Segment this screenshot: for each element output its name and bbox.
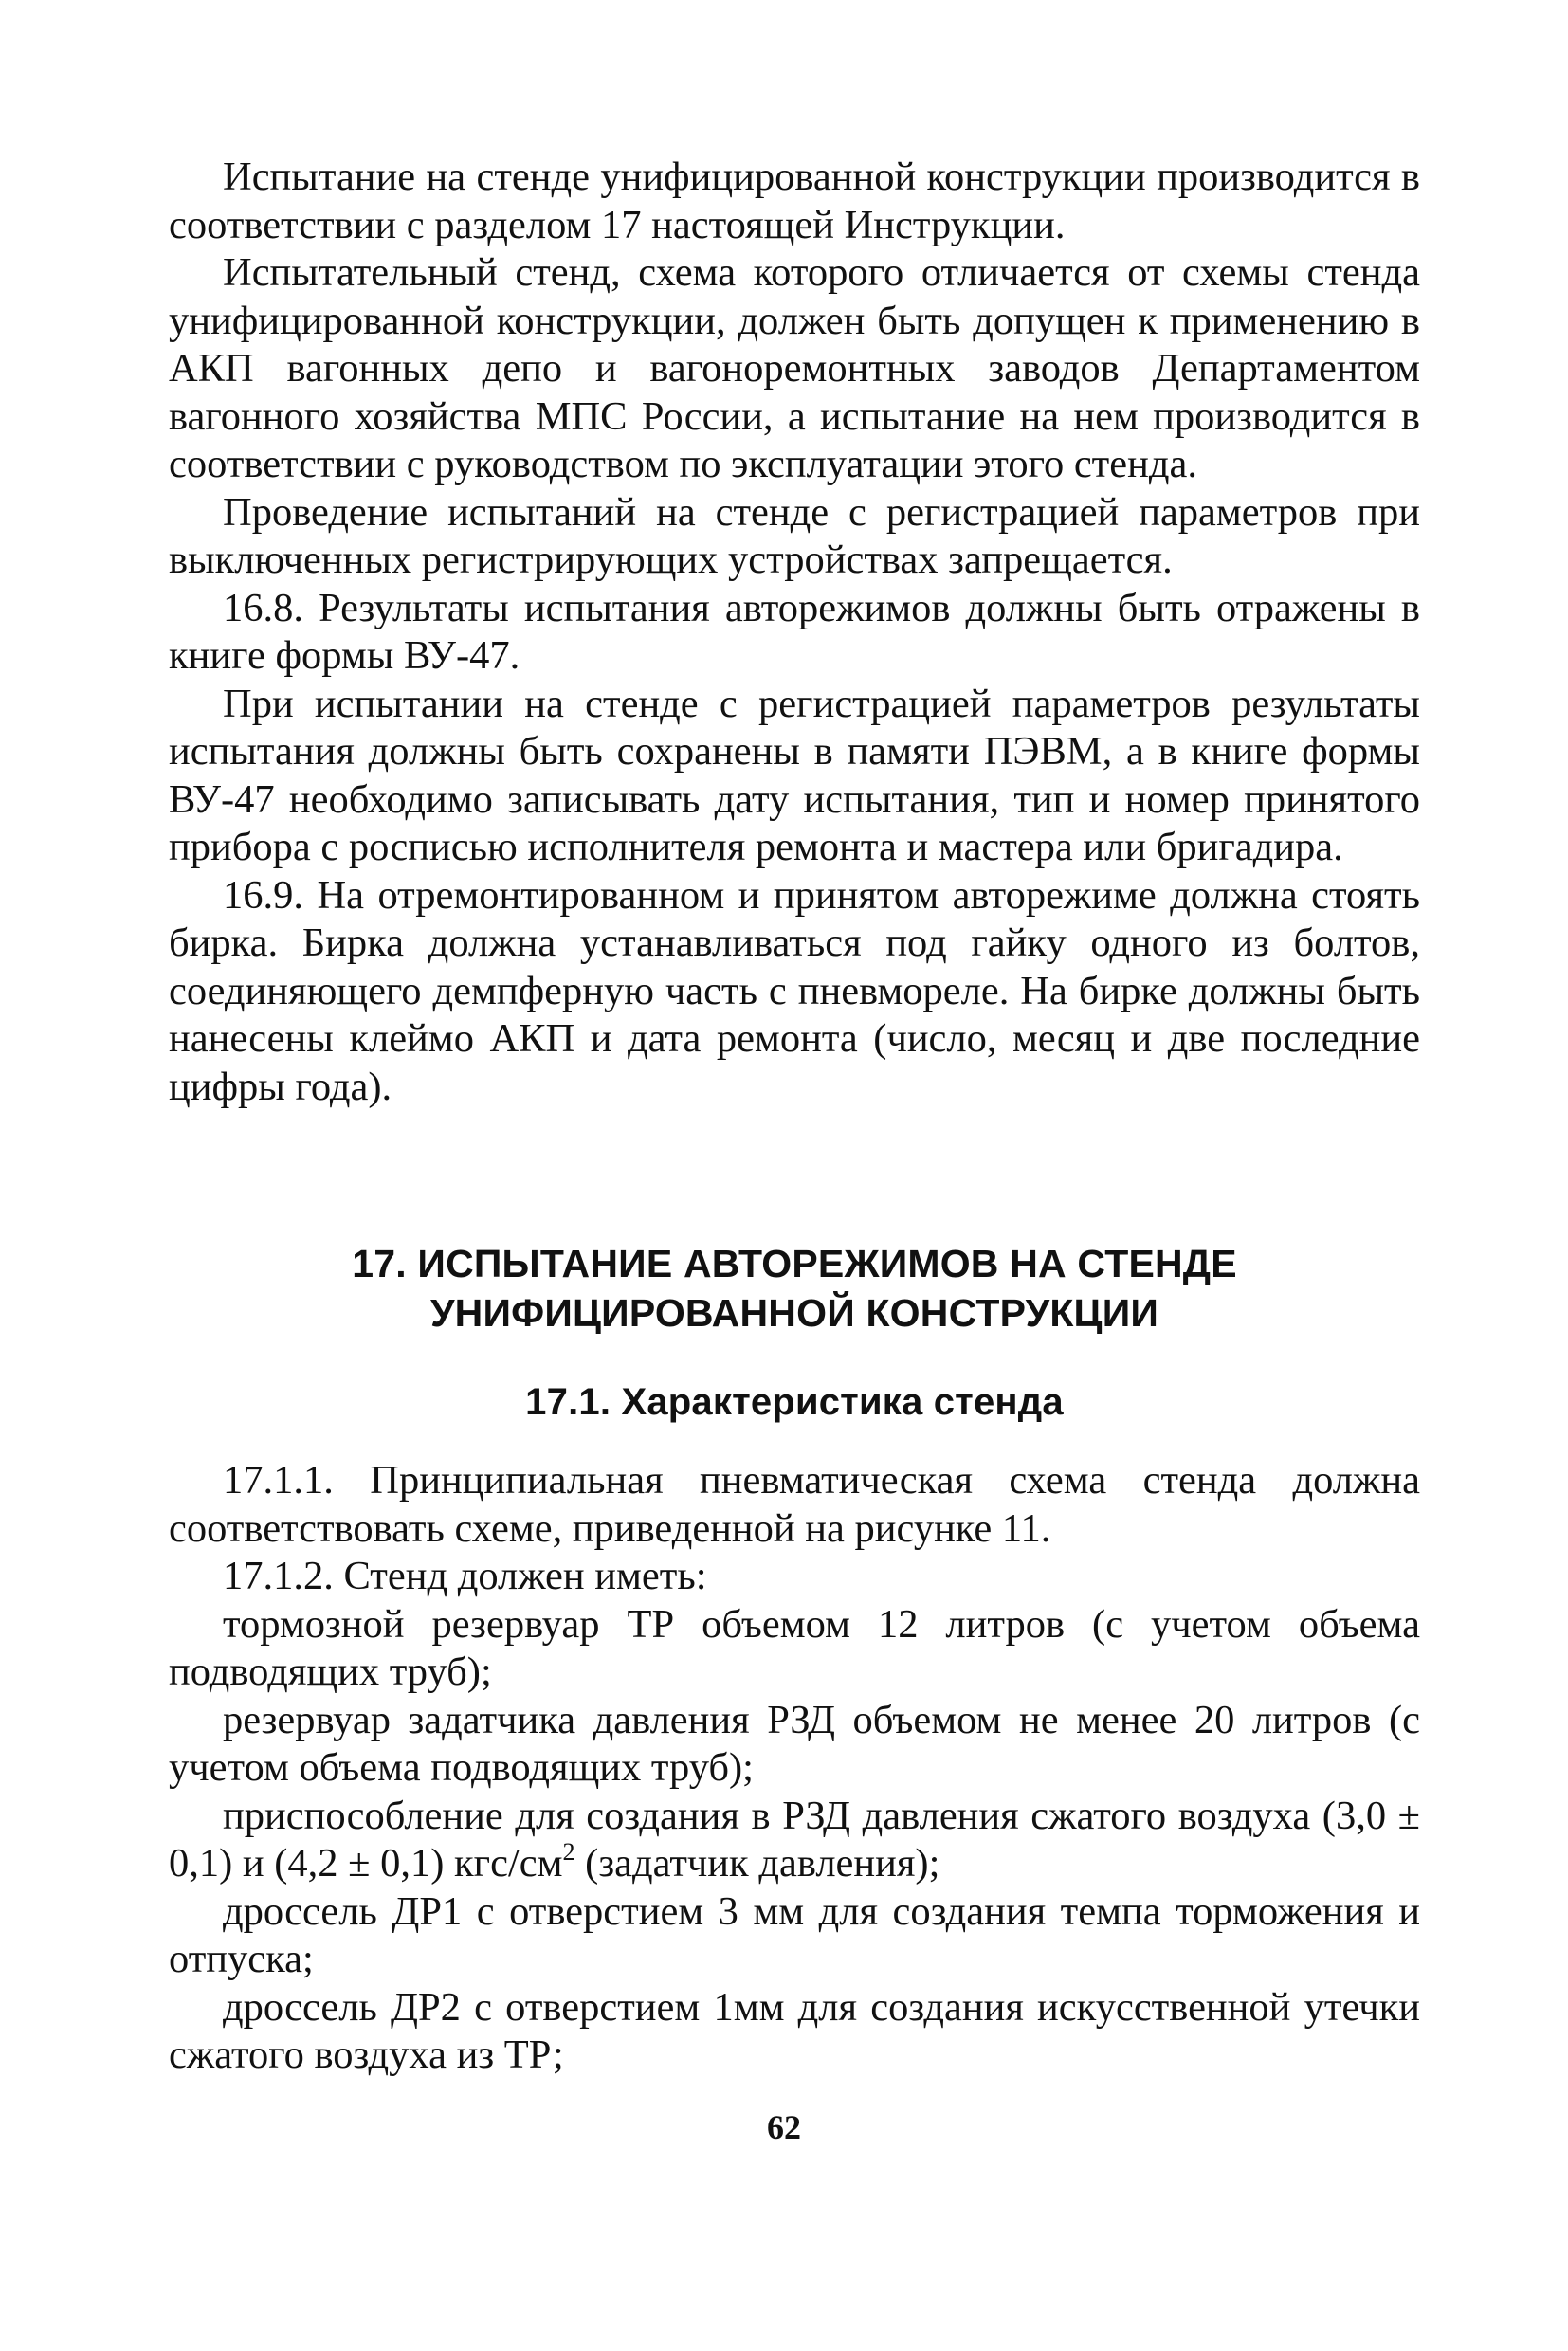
page-number: 62 bbox=[767, 2108, 801, 2146]
list-item-throttle-dr1: дроссель ДР1 с отверстием 3 мм для создания темпа торможения и отпуска; bbox=[169, 1888, 1420, 1981]
list-item-pressure-setter bbox=[169, 1793, 1420, 1888]
pressure-item-superscript: 2 bbox=[562, 1837, 575, 1866]
subsection-heading: 17.1. Характеристика стенда bbox=[525, 1381, 1064, 1423]
list-item-pressure-reservoir: резервуар задатчика давления РЗД объемом не менее 20 литров (с учетом объема подводящих труб); bbox=[169, 1697, 1420, 1790]
paragraph-17-1-2: 17.1.2. Стенд должен иметь: bbox=[223, 1554, 707, 1598]
document-page bbox=[169, 154, 1420, 2080]
paragraph-test-stand-approval: Испытательный стенд, схема которого отличается от схемы стенда унифицированной конструкции, должен быть допущен к применению в АКП вагонных депо и вагоноремонтных заводов Департаментом вагонного хозяйства МПС России, а испытание на нем производится в соответствии с руководством по эксплуатации этого стенда. bbox=[169, 250, 1420, 486]
paragraph-stand-unified-test: Испытание на стенде унифицированной конструкции производится в соответствии с разделом 17 настоящей Инструкции. bbox=[169, 155, 1420, 247]
section-heading bbox=[169, 1239, 1420, 1338]
list-item-throttle-dr2: дроссель ДР2 с отверстием 1мм для создания искусственной утечки сжатого воздуха из ТР; bbox=[169, 1984, 1420, 2077]
paragraph-results-recording: При испытании на стенде с регистрацией параметров результаты испытания должны быть сохранены в памяти ПЭВМ, а в книге формы ВУ-47 необходимо записывать дату испытания, тип и номер принятого прибора с росписью исполнителя ремонта и мастера или бригадира. bbox=[169, 681, 1420, 869]
pressure-item-tail: (задатчик давления); bbox=[574, 1841, 940, 1886]
section-heading-line-2: УНИФИЦИРОВАННОЙ КОНСТРУКЦИИ bbox=[429, 1291, 1159, 1335]
pressure-item-text: приспособление для создания в РЗД давления сжатого воздуха (3,0 ± 0,1) и (4,2 ± 0,1) кгс/см bbox=[169, 1793, 1420, 1886]
paragraph-16-8: 16.8. Результаты испытания авторежимов должны быть отражены в книге формы ВУ-47. bbox=[169, 585, 1420, 678]
section-heading-line-1: 17. ИСПЫТАНИЕ АВТОРЕЖИМОВ НА СТЕНДЕ bbox=[352, 1242, 1237, 1285]
paragraph-16-9: 16.9. На отремонтированном и принятом авторежиме должна стоять бирка. Бирка должна устанавливаться под гайку одного из болтов, соединяющего демпферную часть с пневмореле. На бирке должны быть нанесены клеймо АКП и дата ремонта (число, месяц и две последние цифры года). bbox=[169, 872, 1420, 1109]
paragraph-recording-prohibition: Проведение испытаний на стенде с регистрацией параметров при выключенных регистрирующих устройствах запрещается. bbox=[169, 489, 1420, 582]
list-item-brake-reservoir: тормозной резервуар ТР объемом 12 литров (с учетом объема подводящих труб); bbox=[169, 1601, 1420, 1694]
paragraph-17-1-1: 17.1.1. Принципиальная пневматическая схема стенда должна соответствовать схеме, приведенной на рисунке 11. bbox=[169, 1458, 1420, 1551]
